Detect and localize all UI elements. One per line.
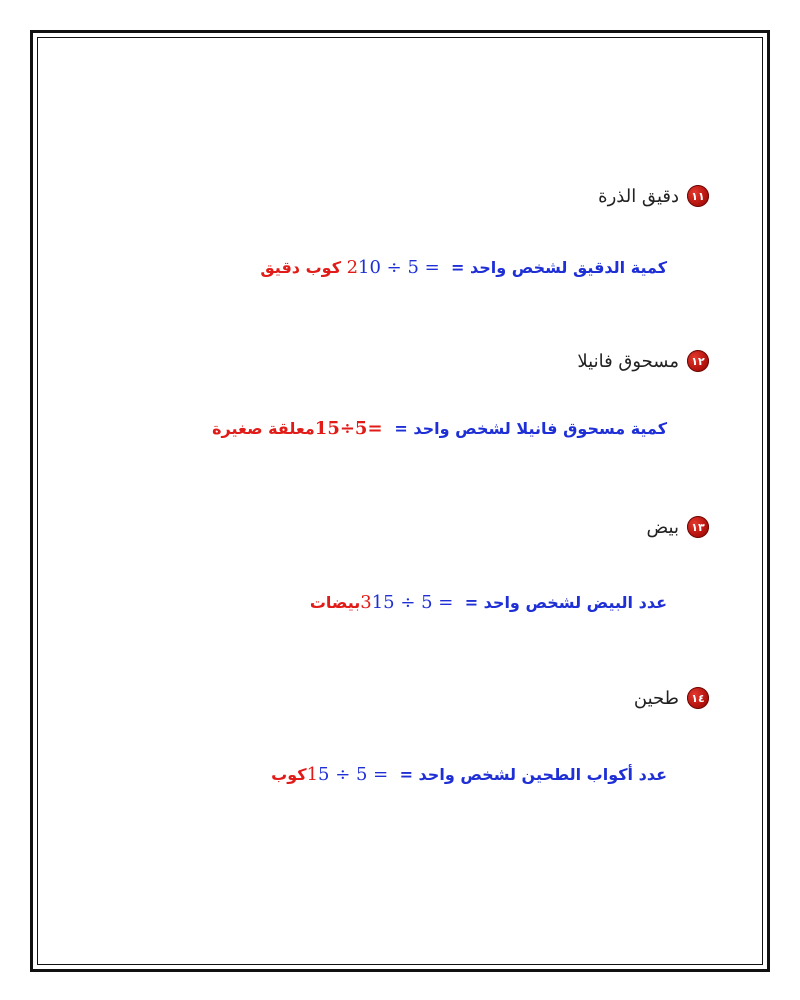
formula-expression: 5 ÷ 5 = (318, 764, 394, 785)
formula-unit: معلقة صغيرة (212, 419, 315, 438)
formula-unit: كوب دقيق (260, 258, 341, 277)
formula-result: 3 (360, 592, 372, 613)
formula-label: كمية الدقيق لشخص واحد = (451, 258, 667, 277)
formula-result: 2 (346, 257, 359, 278)
number-badge-icon: ١٤ (687, 687, 709, 709)
formula-expression: 15 ÷ 5 = (371, 592, 460, 613)
item-title: طحين (633, 687, 679, 709)
item-heading-14 (634, 687, 709, 709)
formula-unit: كوب (271, 765, 307, 784)
item-heading-12 (577, 350, 709, 372)
formula-expression: 5÷5= (327, 418, 389, 439)
formula-label: عدد أكواب الطحين لشخص واحد = (399, 765, 667, 784)
item-title: مسحوق فانيلا (577, 350, 679, 372)
item-title: بيض (646, 516, 679, 538)
item-heading-13 (647, 516, 710, 538)
item-heading-11 (598, 185, 709, 207)
document-content (37, 37, 763, 965)
formula-label: عدد البيض لشخص واحد = (464, 593, 667, 612)
formula-unit: بيضات (309, 593, 361, 612)
formula-line-14 (271, 764, 667, 785)
formula-line-12 (212, 418, 667, 439)
formula-expression: 10 ÷ 5 = (358, 257, 446, 278)
number-badge-icon: ١٢ (687, 350, 709, 372)
formula-result: 1 (314, 418, 328, 439)
formula-line-13 (310, 592, 667, 613)
number-badge-icon: ١١ (687, 185, 709, 207)
item-title: دقيق الذرة (598, 185, 679, 207)
formula-result: 1 (306, 764, 319, 785)
formula-line-11 (260, 257, 667, 278)
formula-label: كمية مسحوق فانيلا لشخص واحد = (394, 419, 667, 438)
number-badge-icon: ١٣ (687, 516, 709, 538)
